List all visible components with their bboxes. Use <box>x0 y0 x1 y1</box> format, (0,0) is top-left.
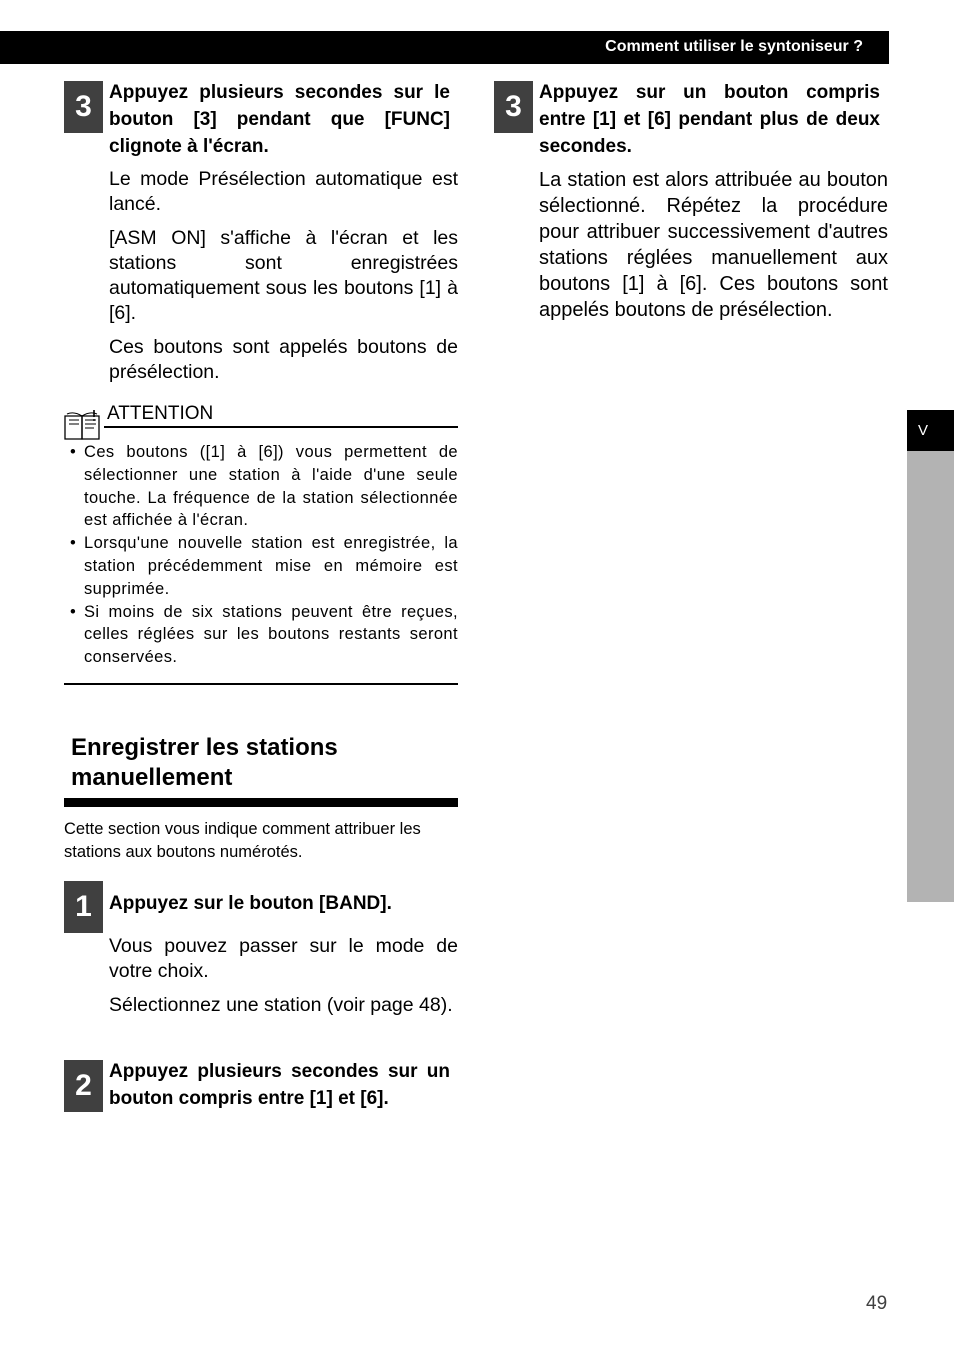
side-section-tab <box>907 410 954 902</box>
section-heading: Enregistrer les stations manuellement <box>71 734 338 791</box>
step-title: Appuyez sur un bouton compris entre [1] et [6] pendant plus de deux secondes. <box>539 82 880 157</box>
attention-title: ATTENTION <box>107 403 214 424</box>
step-paragraph: Sélectionnez une station (voir page 48). <box>109 994 453 1016</box>
step-title: Appuyez plusieurs secondes sur le bouton [3] pendant que [FUNC] clignote à l'écran. <box>109 82 450 157</box>
step-paragraph: [ASM ON] s'affiche à l'écran et les stations sont enregistrées automatiquement sous les boutons [1] à [6]. <box>109 227 458 324</box>
step-title: Appuyez sur le bouton [BAND]. <box>109 893 392 914</box>
step-number-badge: 2 <box>64 1060 103 1112</box>
step-paragraph: La station est alors attribuée au bouton sélectionné. Répétez la procédure pour attribuer successivement d'autres stations réglées manuellement aux boutons [1] à [6]. Ces boutons sont appelés boutons de présélection. <box>539 169 888 321</box>
attention-divider <box>64 683 458 685</box>
step-paragraph: Ces boutons sont appelés boutons de présélection. <box>109 336 458 383</box>
header-bar <box>0 31 889 64</box>
step-paragraph: Le mode Présélection automatique est lancé. <box>109 168 458 215</box>
side-tab-label-box <box>907 410 954 451</box>
header-title: Comment utiliser le syntoniseur ? <box>605 38 863 55</box>
step-number-badge: 3 <box>494 81 533 133</box>
step-number-badge: 1 <box>64 881 103 933</box>
attention-item: • Si moins de six stations peuvent être reçues, celles réglées sur les boutons restants seront conservées. <box>70 602 458 667</box>
attention-item: • Lorsqu'une nouvelle station est enregistrée, la station précédemment mise en mémoire est supprimée. <box>70 534 458 598</box>
book-icon <box>63 408 103 442</box>
step-paragraph: Vous pouvez passer sur le mode de votre choix. <box>109 935 458 982</box>
step-title: Appuyez plusieurs secondes sur un bouton compris entre [1] et [6]. <box>109 1061 450 1109</box>
attention-divider <box>104 426 458 428</box>
page-number: 49 <box>866 1293 888 1314</box>
section-rule <box>64 798 458 807</box>
step-number-badge: 3 <box>64 81 103 133</box>
side-tab-label: V <box>918 422 929 439</box>
attention-list <box>64 441 458 669</box>
attention-item: • Ces boutons ([1] à [6]) vous permettent de sélectionner une station à l'aide d'une seule touche. La fréquence de la station sélectionnée est affichée à l'écran. <box>70 443 458 530</box>
section-intro: Cette section vous indique comment attribuer les stations aux boutons numérotés. <box>64 820 421 861</box>
